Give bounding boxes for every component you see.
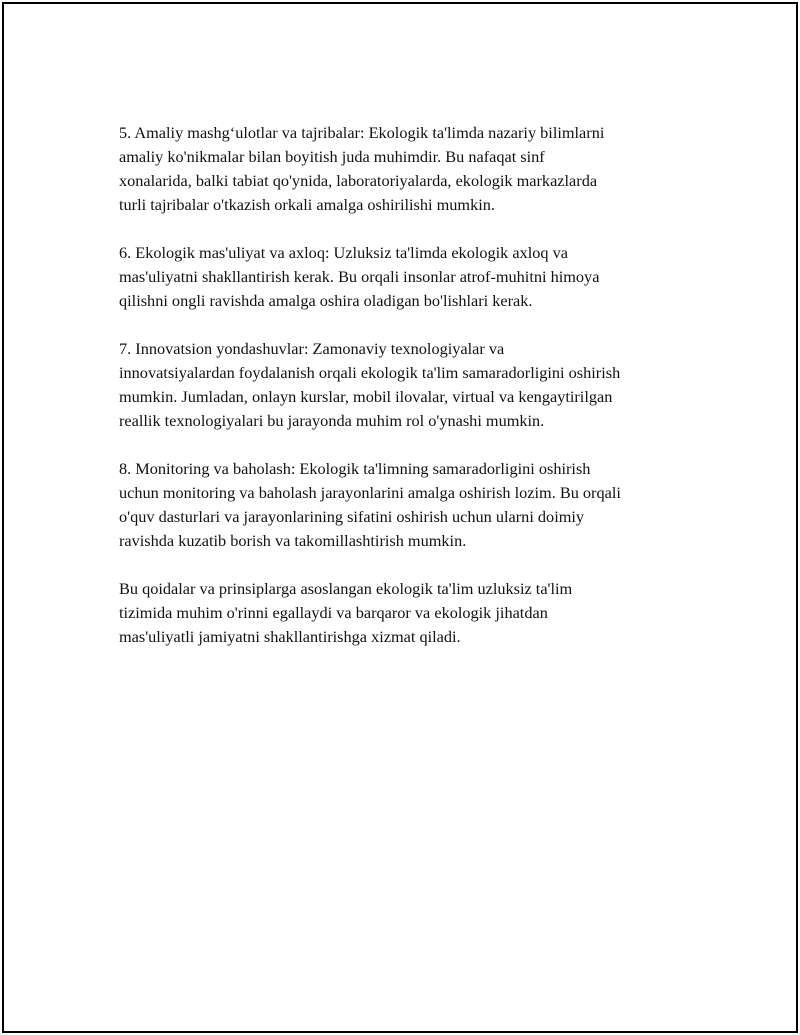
paragraph-conclusion xyxy=(119,577,709,649)
text-line: ravishda kuzatib borish va takomillashtirish mumkin. xyxy=(119,531,467,550)
text-line: 7. Innovatsion yondashuvlar: Zamonaviy texnologiyalar va xyxy=(119,339,505,358)
paragraph-innovative-approaches xyxy=(119,337,709,433)
page-body xyxy=(119,121,709,673)
text-line: xonalarida, balki tabiat qo'ynida, laboratoriyalarda, ekologik markazlarda xyxy=(119,171,598,190)
text-line: turli tajribalar o'tkazish orkali amalga oshirilishi mumkin. xyxy=(119,195,495,214)
paragraph-ecological-responsibility xyxy=(119,241,709,313)
text-line: o'quv dasturlari va jarayonlarining sifatini oshirish uchun ularni doimiy xyxy=(119,507,585,526)
text-line: innovatsiyalardan foydalanish orqali ekologik ta'lim samaradorligini oshirish xyxy=(119,363,621,382)
text-line: amaliy ko'nikmalar bilan boyitish juda muhimdir. Bu nafaqat sinf xyxy=(119,147,545,166)
text-line: 6. Ekologik mas'uliyat va axloq: Uzluksiz ta'limda ekologik axloq va xyxy=(119,243,568,262)
text-line: qilishni ongli ravishda amalga oshira oladigan bo'lishlari kerak. xyxy=(119,291,533,310)
paragraph-monitoring-evaluation xyxy=(119,457,709,553)
text-line: tizimida muhim o'rinni egallaydi va barqaror va ekologik jihatdan xyxy=(119,603,548,622)
text-line: Bu qoidalar va prinsiplarga asoslangan ekologik ta'lim uzluksiz ta'lim xyxy=(119,579,573,598)
text-line: reallik texnologiyalari bu jarayonda muhim rol o'ynashi mumkin. xyxy=(119,411,545,430)
paragraph-practical-exercises xyxy=(119,121,709,217)
text-line: mas'uliyatni shakllantirish kerak. Bu orqali insonlar atrof-muhitni himoya xyxy=(119,267,600,286)
text-line: 8. Monitoring va baholash: Ekologik ta'limning samaradorligini oshirish xyxy=(119,459,591,478)
text-line: 5. Amaliy mashg‘ulotlar va tajribalar: Ekologik ta'limda nazariy bilimlarni xyxy=(119,123,605,142)
text-line: mumkin. Jumladan, onlayn kurslar, mobil ilovalar, virtual va kengaytirilgan xyxy=(119,387,613,406)
text-line: uchun monitoring va baholash jarayonlarini amalga oshirish lozim. Bu orqali xyxy=(119,483,621,502)
text-line: mas'uliyatli jamiyatni shakllantirishga xizmat qiladi. xyxy=(119,627,461,646)
page-frame xyxy=(2,2,798,1033)
